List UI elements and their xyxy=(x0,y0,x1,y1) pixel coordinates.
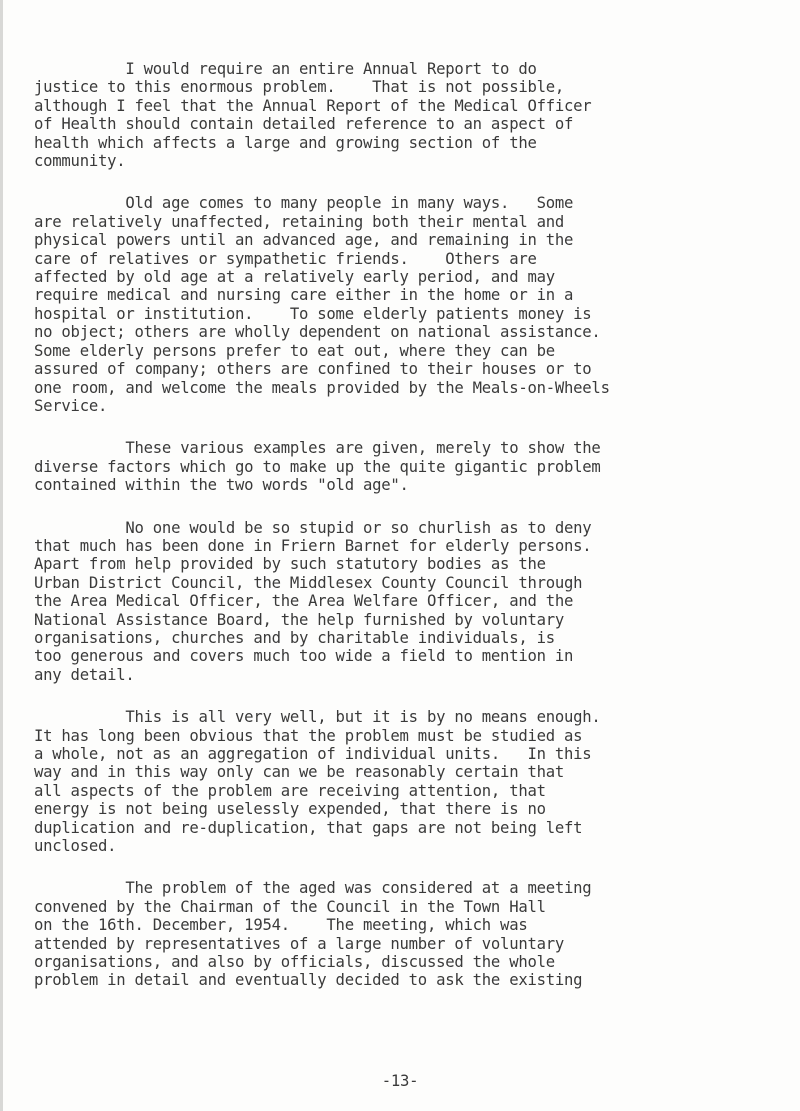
text-line: physical powers until an advanced age, and remaining in the xyxy=(34,231,574,250)
text-line: diverse factors which go to make up the quite gigantic problem xyxy=(34,457,601,476)
page-edge-shadow xyxy=(0,0,3,1111)
text-line: The problem of the aged was considered at a meeting xyxy=(34,879,592,898)
text-line: Some elderly persons prefer to eat out, where they can be xyxy=(34,341,555,360)
text-line: too generous and covers much too wide a field to mention in xyxy=(34,647,574,666)
text-line: Urban District Council, the Middlesex County Council through xyxy=(34,573,583,592)
text-line: National Assistance Board, the help furnished by voluntary xyxy=(34,610,565,629)
paragraph-meeting xyxy=(34,879,734,989)
text-line: attended by representatives of a large number of voluntary xyxy=(34,934,565,953)
text-line: duplication and re-duplication, that gaps are not being left xyxy=(34,818,583,837)
paragraph-old-age xyxy=(34,194,734,415)
paragraph-friern-barnet xyxy=(34,519,734,685)
text-line: health which affects a large and growing section of the xyxy=(34,133,537,152)
text-line: hospital or institution. To some elderly patients money is xyxy=(34,304,592,323)
text-line: No one would be so stupid or so churlish as to deny xyxy=(34,518,592,537)
text-line: assured of company; others are confined to their houses or to xyxy=(34,360,592,379)
body-text xyxy=(34,60,734,1014)
text-line: contained within the two words "old age". xyxy=(34,476,409,495)
text-line: no object; others are wholly dependent on national assistance. xyxy=(34,323,601,342)
text-line: way and in this way only can we be reasonably certain that xyxy=(34,763,565,782)
text-line: on the 16th. December, 1954. The meeting, which was xyxy=(34,916,528,935)
text-line: I would require an entire Annual Report to do xyxy=(34,60,537,78)
text-line: Service. xyxy=(34,396,108,415)
text-line: organisations, churches and by charitable individuals, is xyxy=(34,628,555,647)
text-line: that much has been done in Friern Barnet for elderly persons. xyxy=(34,536,592,555)
text-line: care of relatives or sympathetic friends. Others are xyxy=(34,249,537,268)
text-line: Apart from help provided by such statutory bodies as the xyxy=(34,555,546,574)
text-line: require medical and nursing care either in the home or in a xyxy=(34,286,574,305)
paragraph-examples xyxy=(34,439,734,494)
text-line: justice to this enormous problem. That is not possible, xyxy=(34,78,565,97)
text-line: any detail. xyxy=(34,665,135,684)
paragraph-not-enough xyxy=(34,708,734,855)
paragraph-annual-report xyxy=(34,60,734,170)
text-line: Old age comes to many people in many ways. Some xyxy=(34,194,574,213)
text-line: organisations, and also by officials, discussed the whole xyxy=(34,953,555,972)
text-line: unclosed. xyxy=(34,837,117,856)
text-line: It has long been obvious that the problem must be studied as xyxy=(34,726,583,745)
text-line: affected by old age at a relatively early period, and may xyxy=(34,268,555,287)
text-line: of Health should contain detailed reference to an aspect of xyxy=(34,115,574,134)
text-line: are relatively unaffected, retaining both their mental and xyxy=(34,212,565,231)
text-line: a whole, not as an aggregation of individual units. In this xyxy=(34,745,592,763)
text-line: all aspects of the problem are receiving attention, that xyxy=(34,781,546,800)
text-line: energy is not being uselessly expended, that there is no xyxy=(34,800,546,819)
text-line: the Area Medical Officer, the Area Welfare Officer, and the xyxy=(34,592,574,611)
text-line: although I feel that the Annual Report of the Medical Officer xyxy=(34,96,592,115)
page-number: -13- xyxy=(381,1072,419,1090)
text-line: problem in detail and eventually decided to ask the existing xyxy=(34,971,583,990)
text-line: community. xyxy=(34,152,126,171)
text-line: convened by the Chairman of the Council in the Town Hall xyxy=(34,897,546,916)
text-line: These various examples are given, merely to show the xyxy=(34,439,601,458)
text-line: one room, and welcome the meals provided by the Meals-on-Wheels xyxy=(34,378,610,397)
text-line: This is all very well, but it is by no means enough. xyxy=(34,708,601,727)
